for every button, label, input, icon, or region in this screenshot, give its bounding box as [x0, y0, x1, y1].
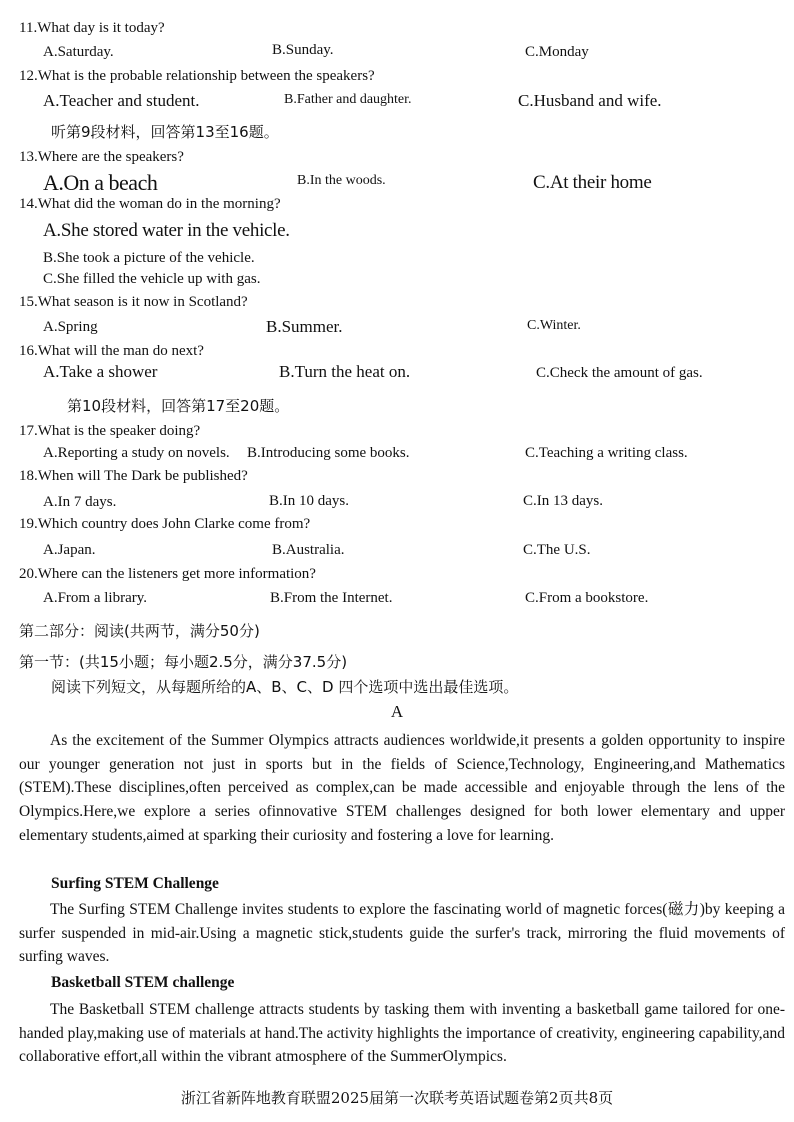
surfing-heading: Surfing STEM Challenge [51, 875, 219, 892]
q18-option-c: C.In 13 days. [523, 493, 603, 509]
listening-instruction-9: 听第9段材料，回答第13至16题。 [51, 123, 279, 141]
basketball-heading: Basketball STEM challenge [51, 974, 235, 991]
q20-option-b: B.From the Internet. [270, 590, 393, 606]
q13-option-a: A.On a beach [43, 170, 158, 195]
listening-instruction-10: 第10段材料，回答第17至20题。 [67, 397, 290, 415]
question-20: 20.Where can the listeners get more information? [19, 566, 316, 582]
basketball-paragraph-text: The Basketball STEM challenge attracts students by tasking them with inventing a basketball game tailored for one-handed play,making use of materials at hand.The activity highlights the importance of creativity, engineering capability,and collaborative effort,all within the vibrant atmosphere of the SummerOlympics. [19, 1001, 785, 1066]
q20-option-c: C.From a bookstore. [525, 590, 649, 606]
surfing-paragraph [19, 898, 785, 969]
question-11: 11.What day is it today? [19, 20, 165, 36]
q15-option-a: A.Spring [43, 319, 98, 335]
surfing-paragraph-text: The Surfing STEM Challenge invites students to explore the fascinating world of magnetic forces(磁力)by keeping a surfer suspended in mid-air.Using a magnetic stick,students guide the surfer's track, mirroring the fluid movements of surfing waves. [19, 901, 785, 966]
q19-option-b: B.Australia. [272, 542, 345, 558]
q17-option-c: C.Teaching a writing class. [525, 445, 688, 461]
q12-option-b: B.Father and daughter. [284, 92, 412, 107]
q18-option-a: A.In 7 days. [43, 494, 117, 510]
q11-option-b: B.Sunday. [272, 42, 334, 58]
q14-option-c: C.She filled the vehicle up with gas. [43, 271, 261, 287]
q13-option-c: C.At their home [533, 172, 652, 193]
question-14: 14.What did the woman do in the morning? [19, 196, 281, 212]
q14-option-b: B.She took a picture of the vehicle. [43, 250, 255, 266]
question-16: 16.What will the man do next? [19, 343, 204, 359]
page-footer: 浙江省新阵地教育联盟2025届第一次联考英语试题卷第2页共8页 [180, 1089, 614, 1107]
q11-option-a: A.Saturday. [43, 44, 114, 60]
q16-option-b: B.Turn the heat on. [279, 362, 411, 381]
question-17: 17.What is the speaker doing? [19, 423, 201, 439]
q19-option-c: C.The U.S. [523, 542, 591, 558]
q17-option-b: B.Introducing some books. [247, 445, 410, 461]
question-12: 12.What is the probable relationship between the speakers? [19, 68, 375, 84]
part2-heading: 第二部分：阅读(共两节，满分50分) [19, 622, 260, 640]
passage-label: A [390, 702, 404, 721]
question-13: 13.Where are the speakers? [19, 149, 184, 165]
passage-intro-text: As the excitement of the Summer Olympics attracts audiences worldwide,it presents a golden opportunity to inspire our younger generation not just in sports but in the fields of Science,Technology, Engineering,and Mathematics (STEM).These disciplines,often perceived as complex,can be made accessible and enjoyable through the lens of the Olympics.Here,we explore a series ofinnovative STEM challenges designed for both lower elementary and upper elementary students,aimed at sparking their curiosity and fostering a love for learning. [19, 732, 785, 844]
q12-option-c: C.Husband and wife. [518, 91, 662, 110]
basketball-paragraph [19, 998, 785, 1069]
q19-option-a: A.Japan. [43, 542, 96, 558]
question-15: 15.What season is it now in Scotland? [19, 294, 248, 310]
q15-option-c: C.Winter. [527, 318, 581, 333]
q13-option-b: B.In the woods. [297, 173, 386, 188]
q11-option-c: C.Monday [525, 44, 589, 60]
q17-option-a: A.Reporting a study on novels. [43, 445, 230, 461]
q18-option-b: B.In 10 days. [269, 493, 349, 509]
reading-directions: 阅读下列短文，从每题所给的A、B、C、D 四个选项中选出最佳选项。 [51, 678, 519, 696]
q15-option-b: B.Summer. [266, 317, 343, 336]
passage-intro [19, 729, 785, 848]
q20-option-a: A.From a library. [43, 590, 148, 606]
section1-heading: 第一节：(共15小题；每小题2.5分，满分37.5分) [19, 653, 348, 671]
q16-option-c: C.Check the amount of gas. [536, 365, 703, 381]
question-19: 19.Which country does John Clarke come from? [19, 516, 311, 532]
q16-option-a: A.Take a shower [43, 362, 158, 381]
q14-option-a: A.She stored water in the vehicle. [43, 220, 290, 241]
question-18: 18.When will The Dark be published? [19, 468, 248, 484]
q12-option-a: A.Teacher and student. [43, 91, 200, 110]
